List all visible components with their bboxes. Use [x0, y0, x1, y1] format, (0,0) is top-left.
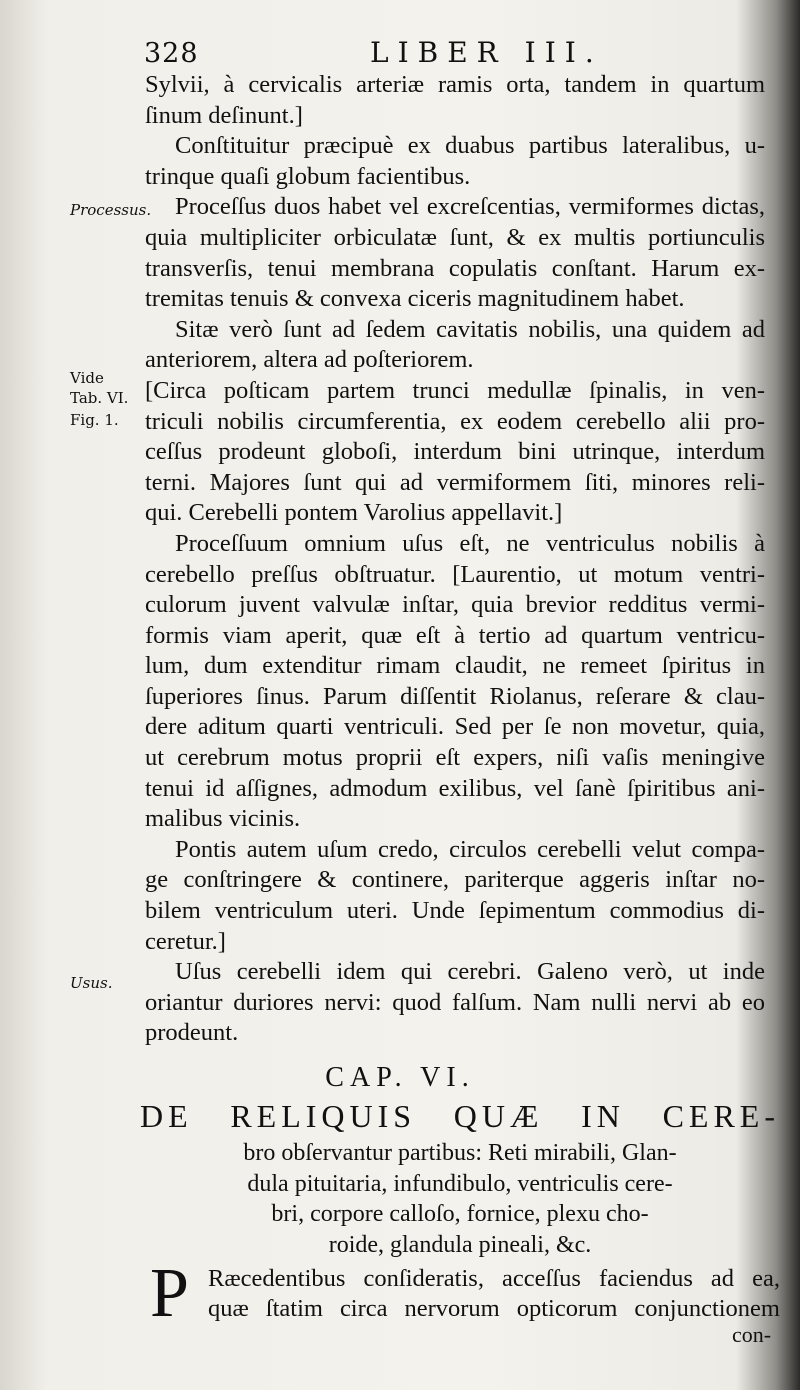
paragraph-8 — [145, 957, 765, 1049]
text-line: qui. Cerebelli pontem Varolius appellavit.] — [145, 499, 563, 527]
margin-note-usus: Usus. — [70, 974, 113, 992]
subtitle-line: roide, glandula pineali, &c. — [328, 1231, 592, 1258]
text-line: malibus vicinis. — [145, 805, 301, 833]
text-line: quia multipliciter orbiculatæ ſunt, & ex multis portiunculis — [145, 223, 765, 251]
text-line: ſinum deſinunt.] — [145, 101, 303, 129]
text-line: Proceſſus duos habet vel excreſcentias, vermiformes dictas, — [175, 193, 765, 221]
text-line: triculi nobilis circumferentia, ex eodem cerebello alii pro- — [145, 407, 765, 435]
text-line: Sitæ verò ſunt ad ſedem cavitatis nobilis, una quidem ad — [175, 315, 765, 343]
text-line: tremitas tenuis & convexa ciceris magnitudinem habet. — [145, 285, 685, 313]
paragraph-3 — [145, 192, 765, 314]
text-line: quæ ſtatim circa nervorum opticorum conjunctionem — [208, 1295, 780, 1322]
text-line: dere aditum quarti ventriculi. Sed per ſe non movetur, quia, — [145, 713, 765, 741]
text-line: ſuperiores ſinus. Parum diſſentit Riolanus, reſerare & clau- — [145, 682, 765, 710]
text-line: Sylvii, à cervicalis arteriæ ramis orta, tandem in quartum — [145, 71, 765, 98]
text-line: Uſus cerebelli idem qui cerebri. Galeno verò, ut inde — [175, 958, 765, 986]
body-text — [145, 70, 765, 1049]
text-line: [Circa poſticam partem trunci medullæ ſpinalis, in ven- — [145, 376, 765, 404]
paragraph-1 — [145, 70, 765, 131]
text-line: bilem ventriculum uteri. Unde ſepimentum commodius di- — [145, 897, 765, 925]
margin-note-tab: Tab. VI. — [70, 389, 129, 407]
text-line: ge conſtringere & continere, pariterque aggeris inſtar no- — [145, 866, 765, 894]
paragraph-6 — [145, 529, 765, 835]
text-line: cerebello preſſus obſtruatur. [Laurentio, ut motum ventri- — [145, 560, 765, 588]
paragraph-5 — [145, 376, 765, 529]
text-line: tenui id aſſignes, admodum exilibus, vel ſanè ſpiritibus ani- — [145, 774, 765, 802]
chapter-subtitle — [180, 1138, 740, 1260]
text-line: prodeunt. — [145, 1019, 239, 1047]
subtitle-line: dula pituitaria, infundibulo, ventriculis cere- — [247, 1170, 673, 1197]
text-line: terni. Majores ſunt qui ad vermiformem ſiti, minores reli- — [145, 468, 765, 496]
subtitle-line: bri, corpore calloſo, fornice, plexu cho- — [271, 1201, 649, 1227]
text-line: transverſis, tenui membrana copulatis conſtant. Harum ex- — [145, 254, 765, 282]
chapter-opening-text — [208, 1264, 780, 1324]
text-line: ceretur.] — [145, 927, 226, 955]
text-line: Ræcedentibus conſideratis, acceſſus faciendus ad ea, — [208, 1265, 780, 1292]
chapter-label: CAP. VI. — [325, 1062, 475, 1093]
text-line: ceſſus prodeunt globoſi, interdum bini utrinque, interdum — [145, 438, 765, 466]
text-line: Proceſſuum omnium uſus eſt, ne ventriculus nobilis à — [175, 529, 765, 557]
margin-note-vide: Vide — [70, 369, 104, 387]
text-line: oriantur duriores nervi: quod falſum. Nam nulli nervi ab eo — [145, 988, 765, 1016]
margin-note-fig: Fig. 1. — [70, 411, 119, 429]
page-number: 328 — [144, 38, 199, 69]
text-line: Conſtituitur præcipuè ex duabus partibus lateralibus, u- — [175, 132, 765, 160]
drop-cap: P — [150, 1255, 189, 1332]
running-head — [0, 34, 800, 70]
text-line: anteriorem, altera ad poſteriorem. — [145, 346, 474, 374]
paragraph-7 — [145, 835, 765, 957]
chapter-heading: DE RELIQUIS QUÆ IN CERE- — [140, 1098, 780, 1134]
text-line: culorum juvent valvulæ inſtar, quia brevior redditus vermi- — [145, 591, 765, 619]
catchword: con- — [732, 1322, 772, 1347]
paragraph-2 — [145, 131, 765, 192]
text-line: lum, dum extenditur rimam claudit, ne remeet ſpiritus in — [145, 652, 765, 680]
text-line: Pontis autem uſum credo, circulos cerebelli velut compa- — [175, 835, 765, 863]
text-line: trinque quaſi globum facientibus. — [145, 162, 471, 190]
margin-note-processus: Processus. — [70, 201, 152, 219]
text-line: formis viam aperit, quæ eſt à tertio ad quartum ventricu- — [145, 621, 765, 649]
subtitle-line: bro obſervantur partibus: Reti mirabili, Glan- — [243, 1140, 677, 1166]
running-title: LIBER III. — [370, 36, 603, 69]
text-line: ut cerebrum motus proprii eſt expers, niſi vaſis meningive — [145, 744, 765, 772]
paragraph-4 — [145, 315, 765, 376]
